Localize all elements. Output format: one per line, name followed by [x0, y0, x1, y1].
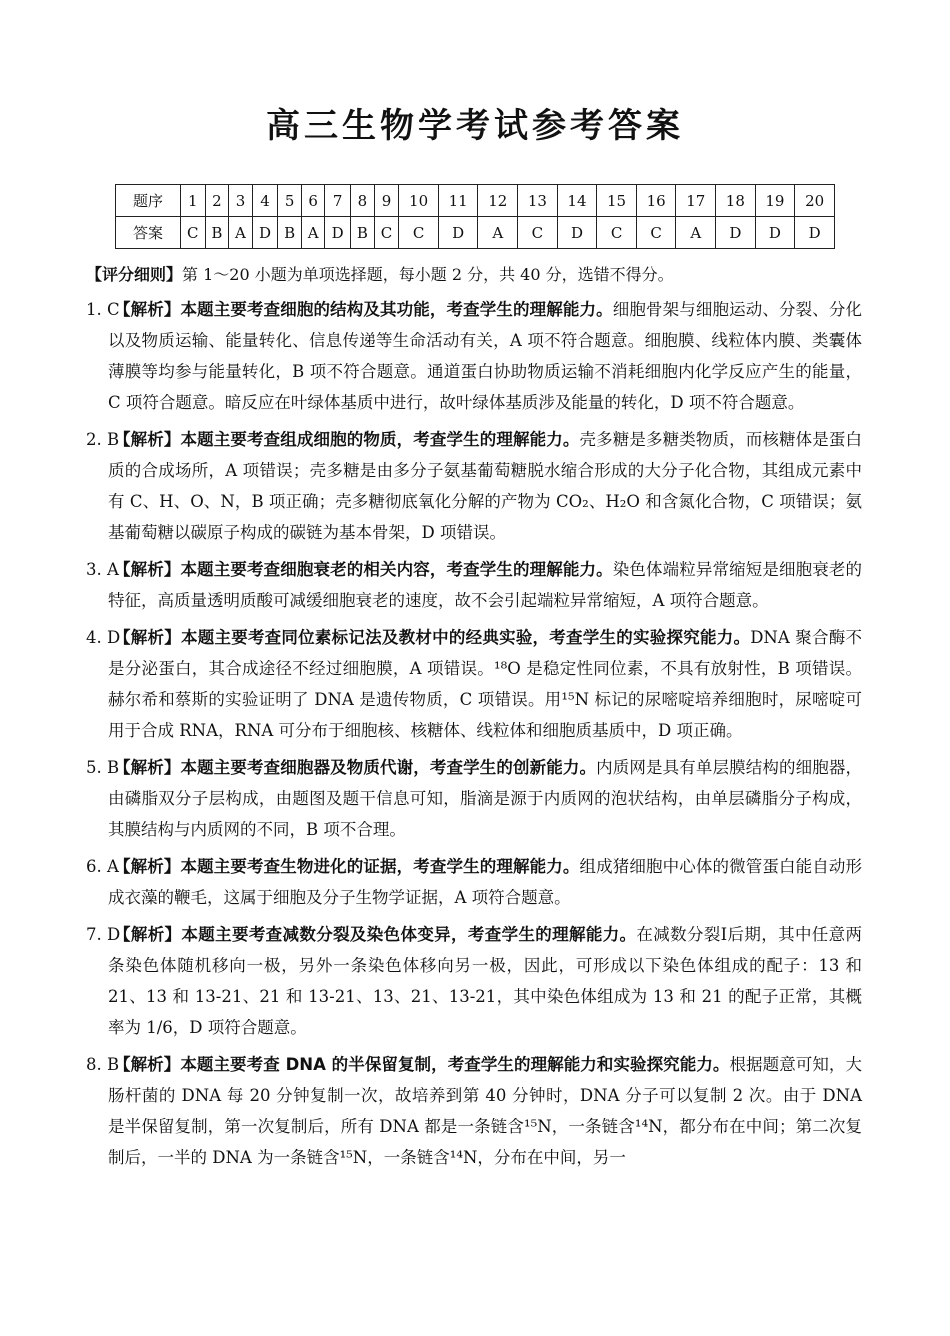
table-cell-number: 18: [716, 185, 756, 217]
grading-rule: [86, 262, 674, 285]
table-cell-answer: D: [557, 217, 597, 249]
table-cell-number: 12: [478, 185, 518, 217]
analysis-tag: 【解析】: [114, 560, 181, 579]
table-cell-number: 15: [597, 185, 637, 217]
item-number: 5. B: [86, 758, 120, 777]
explanation-item: [86, 1049, 862, 1173]
item-body: 在减数分裂Ⅰ后期，其中任意两条染色体随机移向一极，另外一条染色体移向另一极，因此，可形成以下染色体组成的配子：13 和 21、13 和 13-21、21 和 13-21、13、21、13-21，其中染色体组成为 13 和 21 的配子正常，其概率为 1/6，D 项符合题意。: [108, 925, 862, 1037]
answer-table-answer-row: [116, 217, 835, 249]
item-lead: 本题主要考查减数分裂及染色体变异，考查学生的理解能力。: [181, 925, 637, 944]
table-cell-number: 6: [302, 185, 325, 217]
table-cell-answer: B: [205, 217, 229, 249]
item-body: DNA 聚合酶不是分泌蛋白，其合成途径不经过细胞膜，A 项错误。¹⁸O 是稳定性同位素，不具有放射性，B 项错误。赫尔希和蔡斯的实验证明了 DNA 是遗传物质，C 项错误。用¹⁵N 标记的尿嘧啶培养细胞时，尿嘧啶可用于合成 RNA，RNA 可分布于细胞核、核糖体、线粒体和细胞质基质中，D 项正确。: [108, 628, 862, 740]
row-label-number: 题序: [116, 185, 181, 217]
table-cell-answer: C: [597, 217, 637, 249]
table-cell-number: 4: [252, 185, 278, 217]
item-lead: 本题主要考查组成细胞的物质，考查学生的理解能力。: [180, 430, 580, 449]
table-cell-number: 7: [325, 185, 351, 217]
table-cell-answer: D: [795, 217, 835, 249]
explanation-item: [86, 851, 862, 913]
table-cell-number: 9: [374, 185, 399, 217]
item-number: 1. C: [86, 300, 120, 319]
table-cell-answer: B: [351, 217, 375, 249]
table-cell-number: 2: [205, 185, 229, 217]
table-cell-number: 1: [181, 185, 206, 217]
answer-table-number-row: [116, 185, 835, 217]
item-number: 2. B: [86, 430, 120, 449]
answer-table: [115, 184, 835, 249]
grading-rule-text: 第 1～20 小题为单项选择题，每小题 2 分，共 40 分，选错不得分。: [182, 265, 674, 284]
table-cell-number: 16: [636, 185, 676, 217]
explanation-item: [86, 752, 862, 845]
table-cell-number: 11: [438, 185, 478, 217]
item-body: 组成猪细胞中心体的微管蛋白能自动形成衣藻的鞭毛，这属于细胞及分子生物学证据，A 项符合题意。: [108, 857, 862, 907]
item-body: 根据题意可知，大肠杆菌的 DNA 每 20 分钟复制一次，故培养到第 40 分钟时，DNA 分子可以复制 2 次。由于 DNA 是半保留复制，第一次复制后，所有 DNA 都是一条链含¹⁵N，一条链含¹⁴N，都分布在中间；第二次复制后，一半的 DNA 为一条链含¹⁵N，一条链含¹⁴N，分布在中间，另一: [108, 1055, 863, 1167]
table-cell-answer: D: [755, 217, 795, 249]
table-cell-number: 8: [351, 185, 375, 217]
table-cell-answer: A: [229, 217, 252, 249]
item-number: 3. A: [86, 560, 119, 579]
item-lead: 本题主要考查细胞器及物质代谢，考查学生的创新能力。: [180, 758, 597, 777]
item-body: 染色体端粒异常缩短是细胞衰老的特征，高质量透明质酸可减缓细胞衰老的速度，故不会引起端粒异常缩短，A 项符合题意。: [108, 560, 862, 610]
item-lead: 本题主要考查同位素标记法及教材中的经典实验，考查学生的实验探究能力。: [180, 628, 751, 647]
item-number: 7. D: [86, 925, 121, 944]
item-body: 细胞骨架与细胞运动、分裂、分化以及物质运输、能量转化、信息传递等生命活动有关，A 项不符合题意。细胞膜、线粒体内膜、类囊体薄膜等均参与能量转化，B 项不符合题意。通道蛋白协助物质运输不消耗细胞内化学反应产生的能量，C 项符合题意。暗反应在叶绿体基质中进行，故叶绿体基质涉及能量的转化，D 项不符合题意。: [108, 300, 862, 412]
item-number: 4. D: [86, 628, 121, 647]
table-cell-answer: B: [278, 217, 302, 249]
grading-rule-label: 【评分细则】: [86, 265, 183, 284]
explanation-list: [86, 294, 862, 1179]
item-lead: 本题主要考查生物进化的证据，考查学生的理解能力。: [180, 857, 580, 876]
analysis-tag: 【解析】: [114, 857, 181, 876]
explanation-item: [86, 919, 862, 1043]
table-cell-number: 5: [278, 185, 302, 217]
analysis-tag: 【解析】: [114, 300, 181, 319]
item-number: 8. B: [86, 1055, 120, 1074]
table-cell-number: 13: [518, 185, 558, 217]
explanation-item: [86, 622, 862, 746]
page-title: 高三生物学考试参考答案: [266, 106, 684, 146]
item-lead: 本题主要考查细胞衰老的相关内容，考查学生的理解能力。: [180, 560, 613, 579]
item-body: 壳多糖是多糖类物质，而核糖体是蛋白质的合成场所，A 项错误；壳多糖是由多分子氨基葡萄糖脱水缩合形成的大分子化合物，其组成元素中有 C、H、O、N，B 项正确；壳多糖彻底氧化分解的产物为 CO₂、H₂O 和含氮化合物，C 项错误；氨基葡萄糖以碳原子构成的碳链为基本骨架，D 项错误。: [108, 430, 862, 542]
analysis-tag: 【解析】: [114, 1055, 181, 1074]
table-cell-answer: C: [518, 217, 558, 249]
table-cell-answer: D: [325, 217, 351, 249]
row-label-answer: 答案: [116, 217, 181, 249]
item-lead: 本题主要考查细胞的结构及其功能，考查学生的理解能力。: [180, 300, 613, 319]
table-cell-answer: C: [374, 217, 399, 249]
table-cell-number: 14: [557, 185, 597, 217]
table-cell-answer: D: [438, 217, 478, 249]
table-cell-answer: D: [252, 217, 278, 249]
table-cell-number: 3: [229, 185, 252, 217]
analysis-tag: 【解析】: [114, 758, 181, 777]
table-cell-number: 17: [676, 185, 716, 217]
analysis-tag: 【解析】: [114, 628, 181, 647]
table-cell-answer: A: [676, 217, 716, 249]
analysis-tag: 【解析】: [114, 430, 181, 449]
table-cell-answer: C: [399, 217, 439, 249]
explanation-item: [86, 424, 862, 548]
table-cell-number: 10: [399, 185, 439, 217]
table-cell-answer: A: [302, 217, 325, 249]
table-cell-answer: D: [716, 217, 756, 249]
explanation-item: [86, 554, 862, 616]
table-cell-answer: A: [478, 217, 518, 249]
table-cell-number: 19: [755, 185, 795, 217]
item-lead: 本题主要考查 DNA 的半保留复制，考查学生的理解能力和实验探究能力。: [180, 1055, 730, 1074]
analysis-tag: 【解析】: [114, 925, 182, 944]
explanation-item: [86, 294, 862, 418]
table-cell-answer: C: [181, 217, 206, 249]
item-body: 内质网是具有单层膜结构的细胞器，由磷脂双分子层构成，由题图及题干信息可知，脂滴是源于内质网的泡状结构，由单层磷脂分子构成，其膜结构与内质网的不同，B 项不合理。: [108, 758, 862, 839]
item-number: 6. A: [86, 857, 119, 876]
table-cell-number: 20: [795, 185, 835, 217]
table-cell-answer: C: [636, 217, 676, 249]
